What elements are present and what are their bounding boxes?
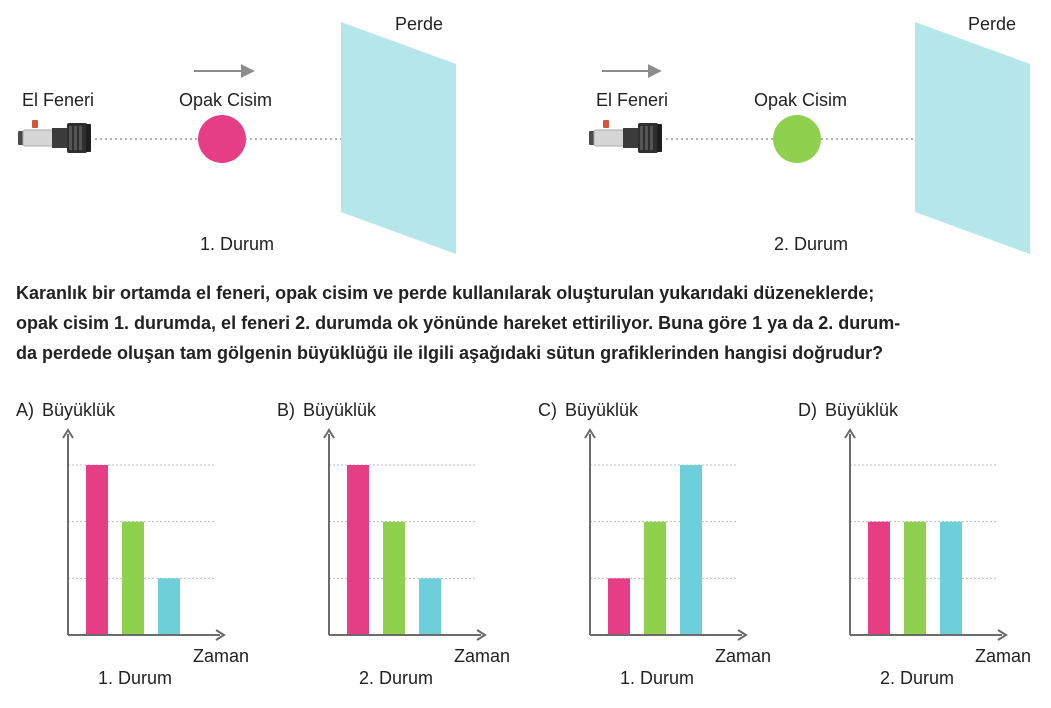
opaque-object-2 [773, 115, 821, 163]
chart-caption: 2. Durum [880, 668, 955, 688]
bar [644, 522, 666, 635]
option-c-header [538, 400, 638, 421]
x-axis-label: Zaman [975, 646, 1032, 666]
option-letter: C) [538, 400, 557, 420]
option-c[interactable] [538, 398, 798, 698]
y-axis-label: Büyüklük [303, 400, 377, 420]
option-b[interactable] [277, 398, 537, 698]
x-axis-label: Zaman [715, 646, 772, 666]
question-text [16, 278, 1036, 368]
bar [904, 522, 926, 635]
x-axis-label: Zaman [193, 646, 250, 666]
y-axis-label: Büyüklük [825, 400, 899, 420]
bar [940, 522, 962, 635]
bar [419, 578, 441, 635]
chart-caption: 1. Durum [620, 668, 695, 688]
y-axis-label: Büyüklük [42, 400, 116, 420]
question-line: da perdede oluşan tam gölgenin büyüklüğü ile ilgili aşağıdaki sütun grafiklerinden hangisi doğrudur? [16, 343, 884, 363]
option-letter: D) [798, 400, 817, 420]
object-label-1: Opak Cisim [179, 90, 273, 110]
flashlight-label-2: El Feneri [596, 90, 669, 110]
option-d[interactable] [798, 398, 1051, 698]
chart-caption: 1. Durum [98, 668, 173, 688]
panel-2 [589, 22, 1030, 254]
bar [122, 522, 144, 635]
screen-2 [915, 22, 1030, 254]
question-line: opak cisim 1. durumda, el feneri 2. durumda ok yönünde hareket ettiriliyor. Buna göre 1 ya da 2. durum- [16, 313, 901, 333]
x-axis-label: Zaman [454, 646, 511, 666]
bar [86, 465, 108, 635]
object-label-2: Opak Cisim [754, 90, 848, 110]
y-axis-label: Büyüklük [565, 400, 639, 420]
question-line: Karanlık bir ortamda el feneri, opak cisim ve perde kullanılarak oluşturulan yukarıdaki düzeneklerde; [16, 283, 875, 303]
option-a[interactable] [16, 398, 276, 698]
caption-1: 1. Durum [200, 234, 275, 254]
bar [608, 578, 630, 635]
opaque-object-1 [198, 115, 246, 163]
bar [680, 465, 702, 635]
panel-1 [18, 22, 456, 254]
bar [868, 522, 890, 635]
flashlight-2-icon [589, 120, 662, 153]
setup-illustration [0, 0, 1051, 270]
bar [158, 578, 180, 635]
option-d-header [798, 400, 898, 421]
caption-2: 2. Durum [774, 234, 849, 254]
screen-1 [341, 22, 456, 254]
option-b-header [277, 400, 376, 421]
screen-label-2: Perde [968, 14, 1017, 34]
screen-label-1: Perde [395, 14, 444, 34]
bar [347, 465, 369, 635]
bar [383, 522, 405, 635]
option-a-header [16, 400, 115, 421]
flashlight-label-1: El Feneri [22, 90, 95, 110]
option-letter: A) [16, 400, 34, 420]
flashlight-1-icon [18, 120, 91, 153]
chart-caption: 2. Durum [359, 668, 434, 688]
option-letter: B) [277, 400, 295, 420]
